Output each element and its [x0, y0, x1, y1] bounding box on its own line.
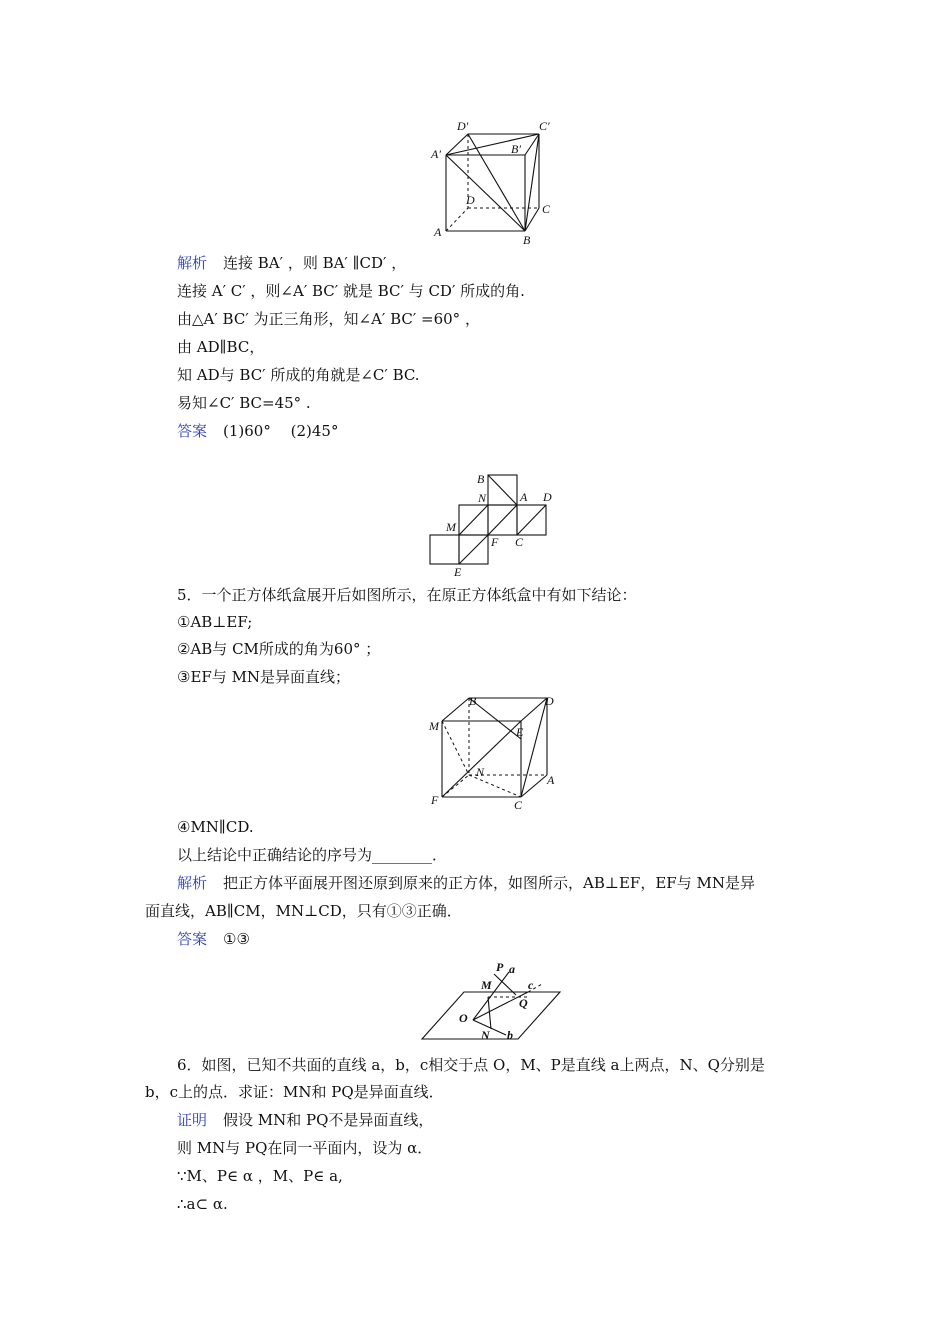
cube2-label-n: N: [476, 765, 485, 779]
cube-figure-1: [428, 118, 563, 246]
proof-tag: 证明: [177, 1111, 208, 1129]
q5-stem: 5．一个正方体纸盒展开后如图所示，在原正方体纸盒中有如下结论：: [177, 586, 637, 604]
q5-analysis-line-1: [177, 873, 755, 893]
q6-proof-line-4: ∴a⊂ α.: [177, 1195, 228, 1213]
q5-condition-2: ②AB与 CM所成的角为60° ；: [177, 640, 381, 658]
cube2-label-a: A: [547, 773, 555, 787]
cube2-label-c: C: [514, 798, 523, 812]
p4-line-6: 易知∠C′ BC=45° .: [177, 394, 311, 412]
q5-condition-4: ④MN∥CD.: [177, 818, 254, 836]
net-label-c: C: [515, 535, 524, 549]
cube-net-figure: [425, 468, 560, 580]
q6-stem-line-1: 6．如图，已知不共面的直线 a，b，c相交于点 O，M、P是直线 a上两点，N、Q分别是: [177, 1056, 765, 1074]
plane-label-a: a: [509, 962, 515, 976]
cube2-label-d: D: [545, 694, 554, 708]
p4-answer-text: (1)60° (2)45°: [223, 422, 339, 440]
q5-ask: 以上结论中正确结论的序号为________．: [177, 846, 448, 864]
plane-label-b: b: [507, 1028, 513, 1042]
plane-label-c: c: [528, 978, 534, 992]
label-b-prime: B′: [511, 142, 521, 156]
q5-answer-text: ①③: [223, 930, 250, 948]
plane-label-n: N: [481, 1028, 490, 1042]
cube2-label-f: F: [431, 793, 439, 807]
label-c: C: [542, 202, 551, 216]
label-d: D: [466, 193, 475, 207]
q5-condition-1: ①AB⊥EF;: [177, 613, 253, 631]
label-d-prime: D′: [457, 119, 469, 133]
cube-figure-2: [425, 690, 565, 810]
p4-line-3: 由△A′ BC′ 为正三角形，知∠A′ BC′ =60° ，: [177, 310, 480, 328]
label-a-prime: A′: [431, 147, 441, 161]
label-a: A: [434, 225, 442, 239]
p4-line-2: 连接 A′ C′ ，则∠A′ BC′ 就是 BC′ 与 CD′ 所成的角.: [177, 282, 525, 300]
plane-label-q: Q: [519, 996, 528, 1010]
cube2-label-e: E: [516, 725, 524, 739]
q6-stem-line-2: b，c上的点．求证：MN和 PQ是异面直线．: [145, 1083, 444, 1101]
q5-condition-3: ③EF与 MN是异面直线；: [177, 668, 351, 686]
p4-text-1: 连接 BA′ ，则 BA′ ∥CD′ ，: [223, 254, 407, 272]
p4-line-5: 知 AD与 BC′ 所成的角就是∠C′ BC.: [177, 366, 420, 384]
p4-answer: [177, 421, 338, 441]
net-label-a: A: [520, 490, 528, 504]
label-c-prime: C′: [539, 119, 550, 133]
q6-proof-line-1: [177, 1110, 433, 1130]
net-label-m: M: [446, 520, 456, 534]
q5-analysis-tag: 解析: [177, 874, 208, 892]
net-label-n: N: [478, 491, 487, 505]
q5-analysis-line-2: 面直线，AB∥CM，MN⊥CD，只有①③正确．: [145, 902, 462, 920]
net-label-d: D: [543, 490, 552, 504]
net-label-b: B: [477, 472, 485, 486]
analysis-tag: 解析: [177, 254, 208, 272]
answer-tag: 答案: [177, 422, 208, 440]
p4-line-4: 由 AD∥BC，: [177, 338, 265, 356]
net-label-f: F: [491, 535, 499, 549]
cube2-label-m: M: [429, 719, 439, 733]
label-b: B: [523, 233, 531, 247]
q5-answer-tag: 答案: [177, 930, 208, 948]
q6-proof-line-2: 则 MN与 PQ在同一平面内，设为 α．: [177, 1139, 433, 1157]
plane-label-m: M: [481, 978, 492, 992]
q6-proof-text-1: 假设 MN和 PQ不是异面直线，: [223, 1111, 434, 1129]
p4-line-1: [177, 253, 406, 273]
q5-answer: [177, 929, 250, 949]
plane-label-p: P: [496, 960, 504, 974]
plane-lines-figure: [418, 962, 568, 1046]
plane-label-o: O: [459, 1011, 468, 1025]
cube2-label-b: B: [469, 694, 477, 708]
q5-analysis-text-1: 把正方体平面展开图还原到原来的正方体，如图所示，AB⊥EF，EF与 MN是异: [223, 874, 755, 892]
net-label-e: E: [454, 565, 462, 579]
q6-proof-line-3: ∵M、P∈ α ，M、P∈ a,: [177, 1167, 343, 1185]
